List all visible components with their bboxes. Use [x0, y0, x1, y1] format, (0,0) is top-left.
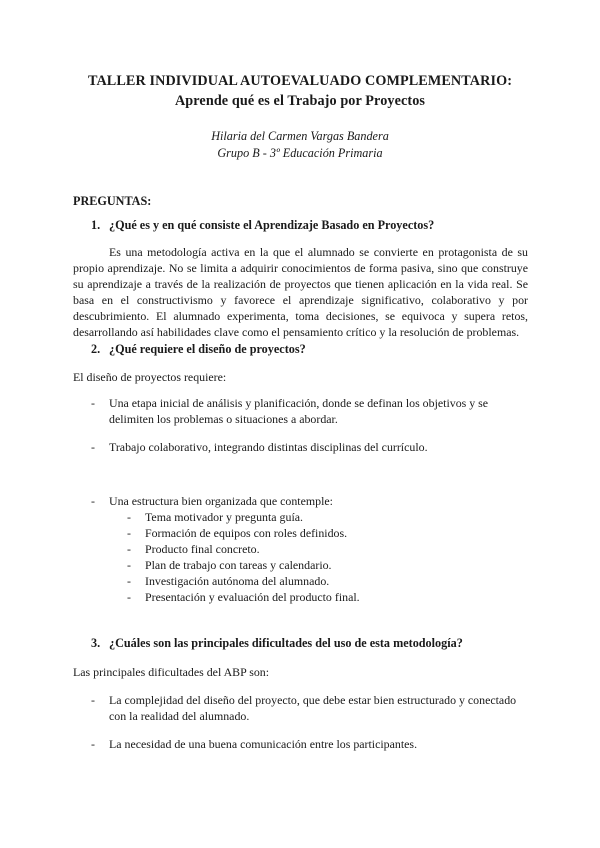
- question-2-subbullet-4: Plan de trabajo con tareas y calendario.: [145, 558, 332, 572]
- group-label: Grupo B - 3º Educación Primaria: [217, 146, 383, 160]
- question-2-title: ¿Qué requiere el diseño de proyectos?: [109, 342, 306, 356]
- question-3-bullet-1: La complejidad del diseño del proyecto, que debe estar bien estructurado y conectado con la realidad del alumnado.: [109, 693, 517, 723]
- list-dash: -: [91, 494, 95, 508]
- question-3-number: 3.: [91, 636, 101, 650]
- question-2-subbullet-5: Investigación autónoma del alumnado.: [145, 574, 330, 588]
- question-2-number: 2.: [91, 342, 101, 356]
- question-3-intro: Las principales dificultades del ABP son:: [73, 665, 270, 679]
- list-dash: -: [91, 737, 95, 751]
- question-3-bullet-2: La necesidad de una buena comunicación entre los participantes.: [109, 737, 418, 751]
- question-2-intro: El diseño de proyectos requiere:: [73, 370, 227, 384]
- question-1-title: ¿Qué es y en qué consiste el Aprendizaje Basado en Proyectos?: [109, 218, 435, 232]
- question-2-bullet-2: Trabajo colaborativo, integrando distintas disciplinas del currículo.: [109, 440, 428, 454]
- question-2-bullet-3: Una estructura bien organizada que contemple:: [109, 494, 333, 508]
- list-dash: -: [91, 396, 95, 410]
- question-2-subbullet-2: Formación de equipos con roles definidos.: [145, 526, 348, 540]
- list-dash: -: [91, 693, 95, 707]
- list-dash: -: [127, 510, 131, 524]
- list-dash: -: [127, 574, 131, 588]
- document-title-line2: Aprende qué es el Trabajo por Proyectos: [174, 93, 426, 109]
- author-name: Hilaria del Carmen Vargas Bandera: [211, 129, 389, 143]
- list-dash: -: [127, 558, 131, 572]
- question-2-subbullet-1: Tema motivador y pregunta guía.: [145, 510, 303, 524]
- list-dash: -: [91, 440, 95, 454]
- question-3-title: ¿Cuáles son las principales dificultades del uso de esta metodología?: [109, 636, 463, 650]
- question-2-subbullet-6: Presentación y evaluación del producto final.: [145, 590, 360, 604]
- question-1-answer-text: Es una metodología activa en la que el alumnado se convierte en protagonista de su propio aprendizaje. No se limita a adquirir conocimientos de forma pasiva, sino que construye su aprendizaje a través de la realización de proyectos que tienen aplicación en la vida real. Se basa en el constructivismo y favorece el aprendizaje significativo, colaborativo y por descubrimiento. El alumnado experimenta, toma decisiones, se equivoca y supera retos, desarrollando así habilidades clave como el pensamiento crítico y la resolución de problemas.: [73, 245, 528, 340]
- question-1-number: 1.: [91, 218, 101, 232]
- question-2-bullet-1: Una etapa inicial de análisis y planificación, donde se definan los objetivos y se delimiten los problemas o situaciones a abordar.: [109, 396, 489, 426]
- section-label: PREGUNTAS:: [73, 194, 152, 208]
- list-dash: -: [127, 542, 131, 556]
- list-dash: -: [127, 590, 131, 604]
- question-2-subbullet-3: Producto final concreto.: [145, 542, 260, 556]
- list-dash: -: [127, 526, 131, 540]
- question-1-answer: [73, 244, 528, 341]
- document-title-line1: TALLER INDIVIDUAL AUTOEVALUADO COMPLEMENTARIO:: [87, 73, 513, 89]
